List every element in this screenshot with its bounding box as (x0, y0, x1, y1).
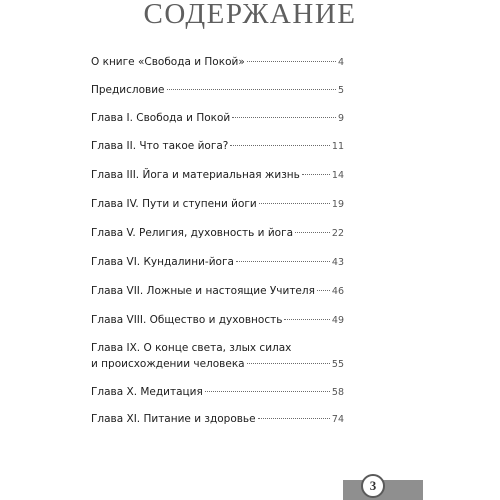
toc-entry (91, 225, 344, 242)
page-number: 3 (361, 474, 385, 498)
toc-entry (91, 167, 344, 184)
toc-entry (91, 411, 344, 428)
leader-dots (259, 203, 330, 204)
toc-entry-title: и происхождении человека (91, 358, 245, 370)
toc-entry-title: Глава IV. Пути и ступени йоги (91, 198, 257, 210)
toc-entry-title: Глава X. Медитация (91, 386, 203, 398)
leader-dots (205, 391, 330, 392)
leader-dots (258, 418, 330, 419)
toc-entry-page: 9 (337, 113, 344, 124)
leader-dots (317, 290, 330, 291)
toc-entry-title-line1: Глава IX. О конце света, злых силах (91, 342, 292, 354)
toc-entry-title: Глава II. Что такое йога? (91, 140, 229, 152)
toc-entry-title: Глава III. Йога и материальная жизнь (91, 169, 300, 181)
toc-entry-title: Глава VI. Кундалини-йога (91, 256, 234, 268)
leader-dots (247, 363, 330, 364)
toc-entry-title: Глава VII. Ложные и настоящие Учителя (91, 285, 315, 297)
toc-entry-page: 5 (337, 85, 344, 96)
leader-dots (236, 261, 330, 262)
toc-entry (91, 54, 344, 71)
toc-entry (91, 110, 344, 127)
leader-dots (232, 117, 336, 118)
toc-entry-page: 55 (331, 359, 344, 370)
toc-entry (91, 384, 344, 401)
leader-dots (284, 319, 329, 320)
toc-entry-page: 43 (331, 257, 344, 268)
toc-entry-page: 49 (331, 315, 344, 326)
leader-dots (167, 89, 336, 90)
toc-entry-page: 19 (331, 199, 344, 210)
toc-entry-title: Глава V. Религия, духовность и йога (91, 227, 294, 239)
page-title: СОДЕРЖАНИЕ (143, 0, 357, 30)
toc-entry (91, 254, 344, 271)
leader-dots (230, 145, 330, 146)
toc-entry-page: 46 (331, 286, 344, 297)
toc-entry-title: Предисловие (91, 84, 165, 96)
toc-entry-page: 14 (331, 170, 344, 181)
toc-entry-title: Глава VIII. Общество и духовность (91, 314, 283, 326)
toc-entry (91, 312, 344, 329)
toc-entry-title: О книге «Свобода и Покой» (91, 56, 245, 68)
toc-entry (91, 340, 344, 373)
toc-entry-page: 22 (331, 228, 344, 239)
toc-entry-page: 4 (337, 57, 344, 68)
leader-dots (302, 174, 330, 175)
toc-entry-page: 58 (331, 387, 344, 398)
toc-entry-page: 11 (331, 141, 344, 152)
leader-dots (295, 232, 330, 233)
toc-entry (91, 138, 344, 155)
toc-entry (91, 283, 344, 300)
toc-entry-page: 74 (331, 414, 344, 425)
toc-entry (91, 82, 344, 99)
leader-dots (247, 61, 336, 62)
toc-entry-title: Глава I. Свобода и Покой (91, 112, 231, 124)
toc-entry (91, 196, 344, 213)
toc-entry-title: Глава XI. Питание и здоровье (91, 413, 256, 425)
